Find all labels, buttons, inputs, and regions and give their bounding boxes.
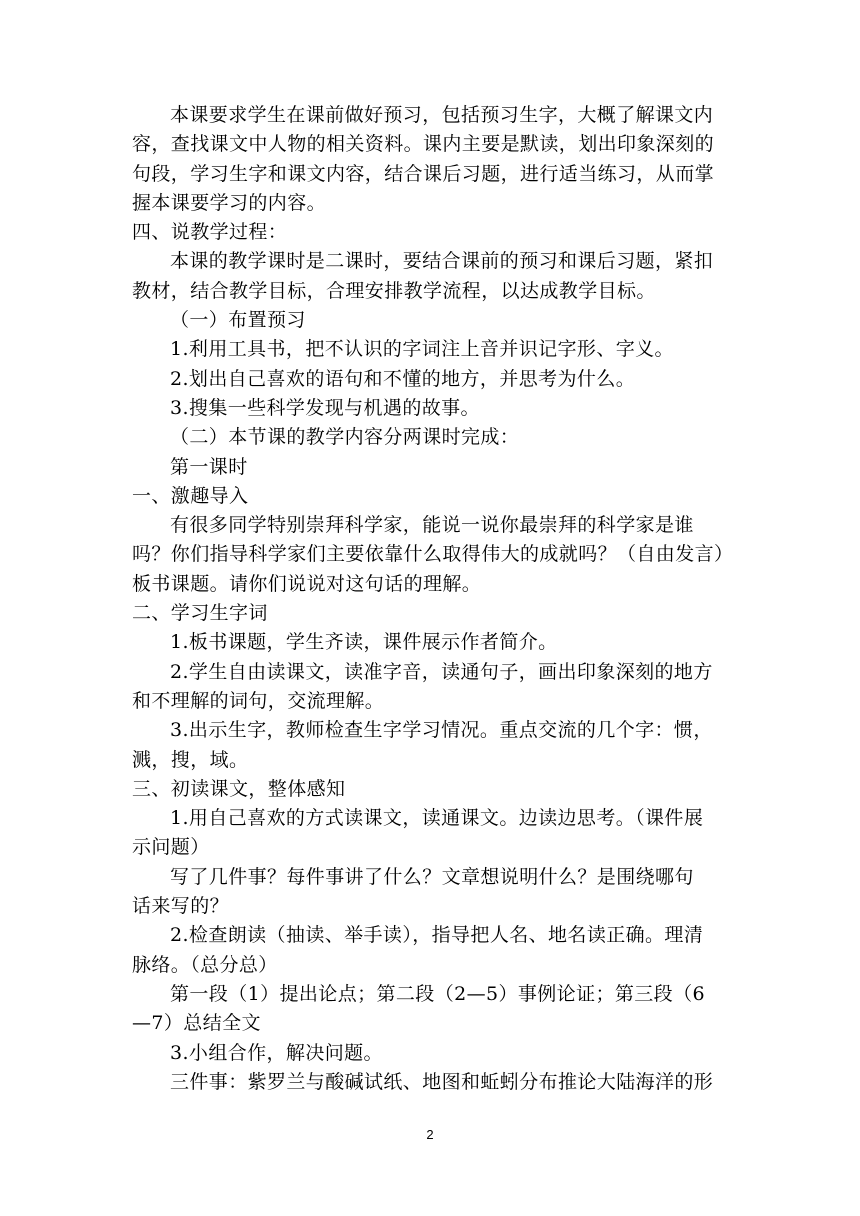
- text-line: —7）总结全文: [132, 1012, 261, 1035]
- text-line: 本课要求学生在课前做好预习，包括预习生字，大概了解课文内: [170, 104, 714, 126]
- text-line: 3.搜集一些科学发现与机遇的故事。: [170, 396, 480, 419]
- text-line: 写了几件事？每件事讲了什么？文章想说明什么？是围绕哪句: [170, 865, 694, 888]
- text-line: 1.用自己喜欢的方式读课文，读通课文。边读边思考。（课件展: [170, 807, 704, 830]
- text-line: 第一课时: [170, 455, 248, 478]
- text-line: 吗？你们指导科学家们主要依靠什么取得伟大的成就吗？（自由发言）: [132, 543, 734, 566]
- text-line: 四、说教学过程：: [132, 221, 288, 244]
- document-body: [132, 101, 732, 1097]
- text-line: 2.检查朗读（抽读、举手读），指导把人名、地名读正确。理清: [170, 924, 704, 947]
- text-line: 一、激趣导入: [132, 484, 249, 507]
- text-line: 脉络。（总分总）: [132, 953, 278, 976]
- text-line: 第一段（1）提出论点；第二段（2—5）事例论证；第三段（6: [170, 982, 705, 1005]
- text-line: 三件事：紫罗兰与酸碱试纸、地图和蚯蚓分布推论大陆海洋的形: [170, 1070, 714, 1093]
- text-line: 教材，结合教学目标，合理安排教学流程，以达成教学目标。: [132, 279, 656, 302]
- text-line: 有很多同学特别崇拜科学家，能说一说你最崇拜的科学家是谁: [170, 514, 694, 537]
- text-line: 话来写的？: [132, 895, 230, 918]
- text-line: 本课的教学课时是二课时，要结合课前的预习和课后习题，紧扣: [170, 250, 714, 273]
- text-line: 示问题）: [132, 836, 210, 859]
- text-line: 容，查找课文中人物的相关资料。课内主要是默读，划出印象深刻的: [132, 133, 715, 156]
- text-line: 溅，搜，域。: [132, 748, 249, 771]
- text-line: 2.划出自己喜欢的语句和不懂的地方，并思考为什么。: [170, 367, 636, 390]
- text-line: 握本课要学习的内容。: [132, 191, 327, 214]
- text-line: （一）布置预习: [170, 309, 306, 332]
- text-line: 三、初读课文，整体感知: [132, 777, 346, 800]
- page-number: 2: [426, 1127, 434, 1142]
- text-line: 2.学生自由读课文，读准字音，读通句子，画出印象深刻的地方: [170, 660, 713, 683]
- text-line: （二）本节课的教学内容分两课时完成：: [170, 426, 520, 449]
- text-line: 二、学习生字词: [132, 602, 268, 625]
- text-line: 1.板书课题，学生齐读，课件展示作者简介。: [170, 631, 558, 654]
- text-line: 1.利用工具书，把不认识的字词注上音并识记字形、字义。: [170, 338, 674, 361]
- text-line: 句段，学习生字和课文内容，结合课后习题，进行适当练习，从而掌: [132, 162, 715, 185]
- text-line: 和不理解的词句，交流理解。: [132, 689, 385, 712]
- text-line: 板书课题。请你们说说对这句话的理解。: [132, 572, 482, 595]
- text-line: 3.小组合作，解决问题。: [170, 1041, 383, 1064]
- text-line: 3.出示生字，教师检查生字学习情况。重点交流的几个字：惯，: [170, 719, 713, 742]
